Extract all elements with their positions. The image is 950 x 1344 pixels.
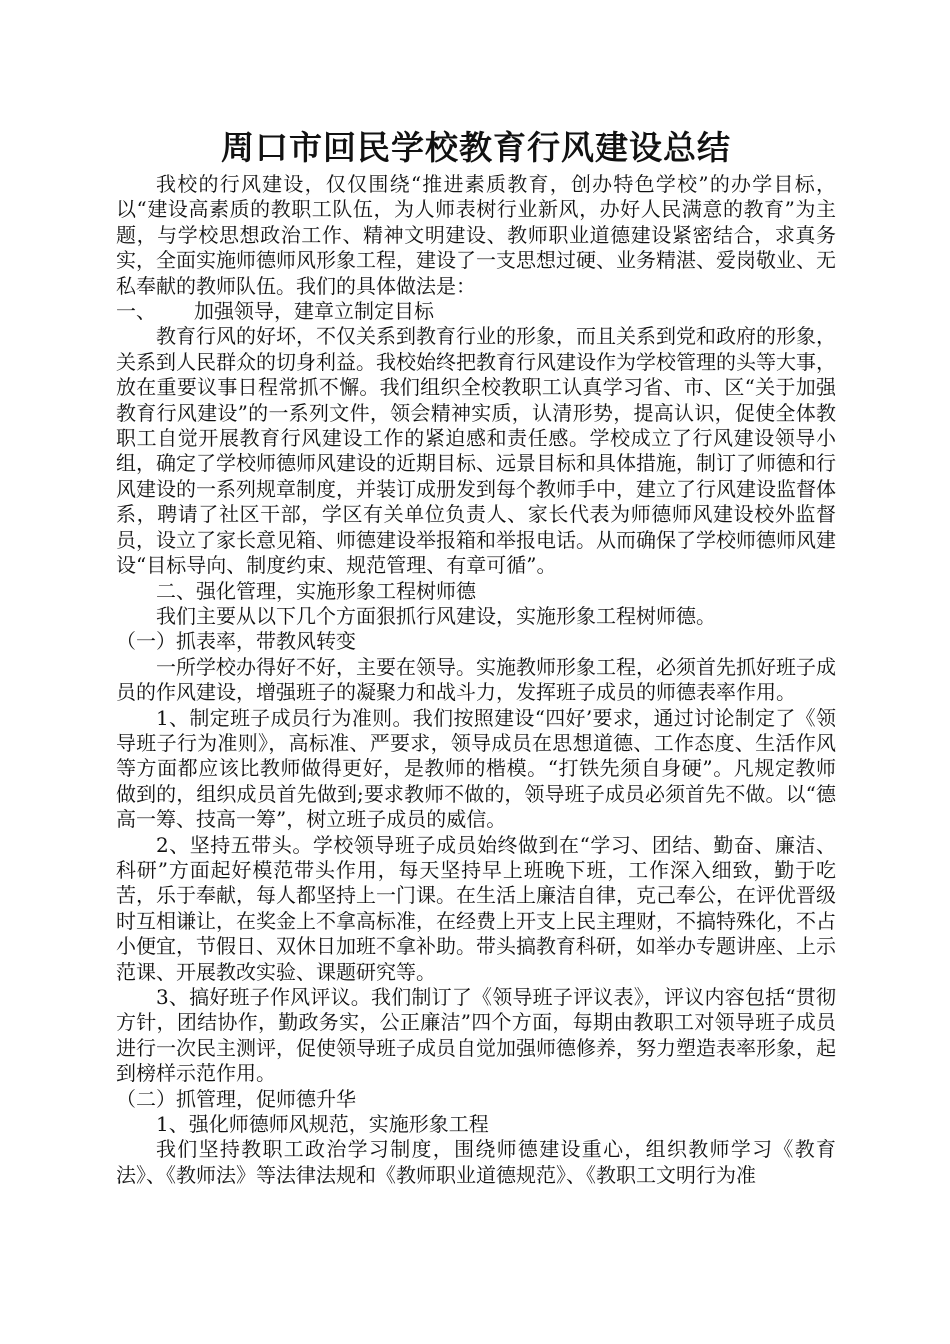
section2-heading: 二、强化管理，实施形象工程树师德 — [156, 578, 476, 603]
subsection1-paragraph: 一所学校办得好不好，主要在领导。实施教师形象工程，必须首先抓好班子成员的作风建设，增强班子的凝聚力和战斗力，发挥班子成员的师德表率作用。 — [116, 654, 836, 705]
intro-paragraph: 我校的行风建设，仅仅围绕“推进素质教育，创办特色学校”的办学目标，以“建设高素质的教职工队伍，为人师表树行业新风，办好人民满意的教育”为主题，与学校思想政治工作、精神文明建设、教师职业道德建设紧密结合，求真务实，全面实施师德师风形象工程，建设了一支思想过硬、业务精湛、爱岗敬业、无私奉献的教师队伍。我们的具体做法是： — [116, 172, 836, 298]
item1-paragraph: 1、制定班子成员行为准则。我们按照建设“四好’要求，通过讨论制定了《领导班子行为准则》，高标准、严要求，领导成员在思想道德、工作态度、生活作风等方面都应该比教师做得更好，是教师的楷模。“打铁先须自身硬”。凡规定教师做到的，组织成员首先做到;要求教师不做的，领导班子成员必须首先不做。以“德高一筹、技高一筹”，树立班子成员的威信。 — [116, 705, 836, 832]
subsection2-heading: （二）抓管理，促师德升华 — [116, 1086, 356, 1111]
subsection2-item1-heading: 1、强化师德师风规范，实施形象工程 — [156, 1112, 489, 1137]
item3-paragraph: 3、搞好班子作风评议。我们制订了《领导班子评议表》，评议内容包括“贯彻方针，团结协作，勤政务实，公正廉洁”四个方面，每期由教职工对领导班子成员进行一次民主测评，促使领导班子成员自觉加强师德修养，努力塑造表率形象，起到榜样示范作用。 — [116, 985, 836, 1086]
section1-heading — [116, 299, 836, 324]
subsection2-item1-paragraph: 我们坚持教职工政治学习制度，围绕师德建设重心，组织教师学习《教育法》、《教师法》等法律法规和《教师职业道德规范》、《教职工文明行为准 — [116, 1137, 836, 1187]
document-page — [116, 126, 836, 1188]
section1-title: 加强领导，建章立制定目标 — [194, 299, 434, 324]
section1-number: 一、 — [116, 299, 156, 324]
document-title: 周口市回民学校教育行风建设总结 — [221, 128, 731, 167]
item2-paragraph: 2、坚持五带头。学校领导班子成员始终做到在“学习、团结、勤奋、廉洁、科研”方面起好模范带头作用，每天坚持早上班晚下班，工作深入细致，勤于吃苦，乐于奉献，每人都坚持上一门课。在生活上廉洁自律，克己奉公，在评优晋级时互相谦让，在奖金上不拿高标准，在经费上开支上民主理财，不搞特殊化，不占小便宜，节假日、双休日加班不拿补助。带头搞教育科研，如举办专题讲座、上示范课、开展教改实验、课题研究等。 — [116, 832, 836, 984]
section2-intro: 我们主要从以下几个方面狠抓行风建设，实施形象工程树师德。 — [156, 603, 716, 628]
section1-paragraph: 教育行风的好坏，不仅关系到教育行业的形象，而且关系到党和政府的形象，关系到人民群众的切身利益。我校始终把教育行风建设作为学校管理的头等大事，放在重要议事日程常抓不懈。我们组织全校教职工认真学习省、市、区“关于加强教育行风建设”的一系列文件，领会精神实质，认清形势，提高认识，促使全体教职工自觉开展教育行风建设工作的紧迫感和责任感。学校成立了行风建设领导小组，确定了学校师德师风建设的近期目标、远景目标和具体措施，制订了师德和行风建设的一系列规章制度，并装订成册发到每个教师手中，建立了行风建设监督体系，聘请了社区干部，学区有关单位负责人、家长代表为师德师风建设校外监督员，设立了家长意见箱、师德建设举报箱和举报电话。从而确保了学校师德师风建设“目标导向、制度约束、规范管理、有章可循”。 — [116, 324, 836, 578]
subsection1-heading: （一）抓表率，带教风转变 — [116, 629, 356, 654]
